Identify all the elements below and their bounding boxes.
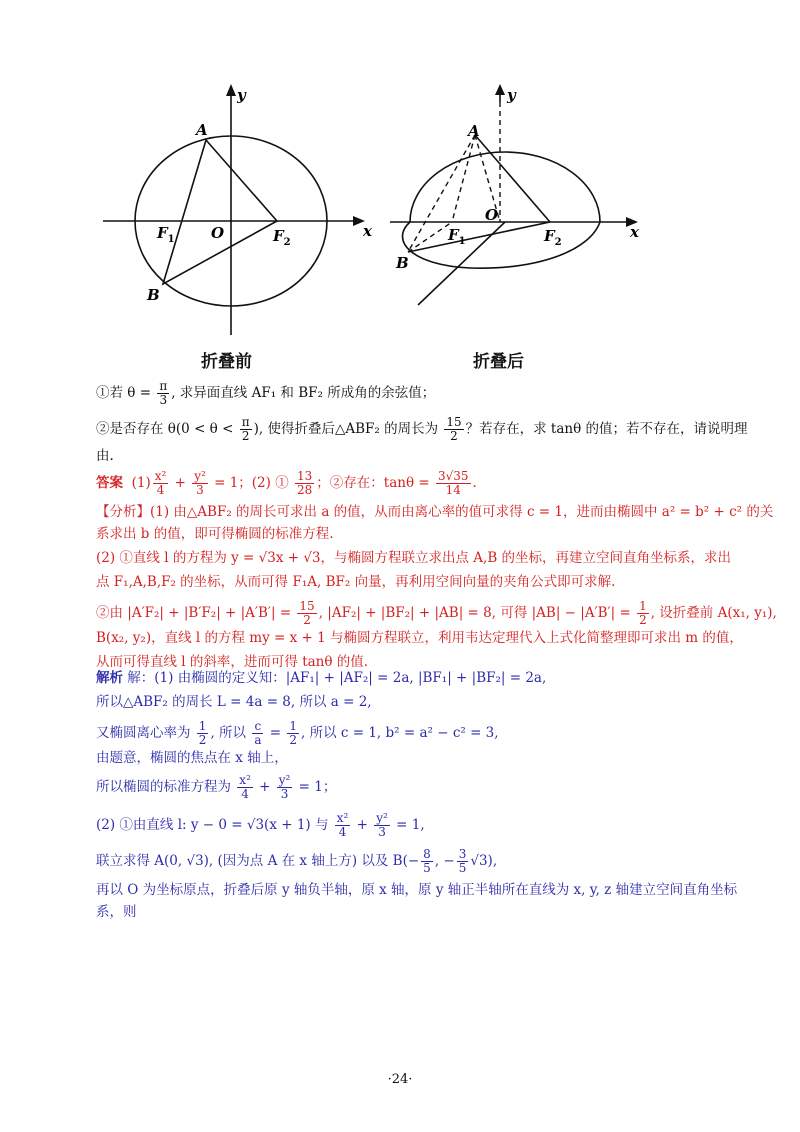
upper-half-ellipse — [410, 152, 600, 222]
y-axis-arrow — [226, 84, 236, 96]
analysis-line-7: 从而可得直线 l 的斜率，进而可得 tanθ 的值. — [96, 654, 369, 670]
question-1: ①若 θ = $\frac{\pi}{3}$ , 求异面直线 AF₁ 和 BF₂ 所成角的余弦值； — [96, 379, 436, 407]
label-y: y — [507, 86, 516, 104]
label-x: x — [363, 222, 372, 240]
question-2: ②是否存在 θ(0 < θ < $\frac{\pi}{2}$ ), 使得折叠后△ABF₂ 的周长为 $\frac{15}{2}$ ？若存在，求 tanθ 的值；若不存在，请说明理 — [96, 415, 748, 443]
label-b: B — [147, 286, 160, 304]
solution-line-1: 解析 解：(1) 由椭圆的定义知：|AF₁| + |AF₂| = 2a, |BF₁| + |BF₂| = 2a, — [96, 670, 547, 686]
analysis-line-3: (2) ①直线 l 的方程为 y = √3x + √3，与椭圆方程联立求出点 A,B 的坐标，再建立空间直角坐标系，求出 — [96, 550, 732, 566]
solution-line-5: 所以椭圆的标准方程为 $\frac{\text{x²}}{4}$ + $\frac{\text{y²}}{3}$ = 1； — [96, 773, 337, 801]
label-o: O — [211, 224, 225, 242]
analysis-line-5: ②由 |A′F₂| + |B′F₂| + |A′B′| = $\frac{15}{2}$ , |AF₂| + |BF₂| + |AB| = 8, 可得 |AB| − |A′B′| = $\frac{1}{2}$ , 设折叠前 A(x₁, y₁), — [96, 599, 777, 627]
caption-after-fold: 折叠后 — [473, 352, 524, 372]
answer-line: 答案 (1) $\frac{\text{x²}}{4}$ + $\frac{\text{y²}}{3}$ = 1；(2) ① $\frac{13}{28}$ ；②存在：tanθ = $\frac{3√35}{14}$ . — [96, 469, 477, 497]
figure-before-fold — [95, 80, 385, 340]
label-x: x — [630, 223, 639, 241]
label-f2: $F_2$ — [544, 227, 562, 248]
triangle-abf2 — [163, 140, 277, 284]
analysis-line-2: 系求出 b 的值，即可得椭圆的标准方程. — [96, 526, 334, 542]
solution-line-6: (2) ①由直线 l: y − 0 = √3(x + 1) 与 $\frac{\text{x²}}{4}$ + $\frac{\text{y²}}{3}$ = 1, — [96, 811, 425, 839]
analysis-line-4: 点 F₁,A,B,F₂ 的坐标，从而可得 F₁A, BF₂ 向量，再利用空间向量的夹角公式即可求解. — [96, 574, 616, 590]
question-2-cont: 由. — [96, 448, 114, 464]
y-axis-arrow — [495, 84, 505, 95]
edge-a-f1 — [452, 135, 475, 222]
label-f1: $F_1$ — [448, 226, 466, 247]
solution-line-3: 又椭圆离心率为 $\frac{1}{2}$ , 所以 $\frac{c}{a}$ = $\frac{1}{2}$ , 所以 c = 1, b² = a² − c² = 3, — [96, 719, 499, 747]
page-number: ·24· — [387, 1072, 413, 1087]
label-a: A — [468, 122, 480, 140]
solution-line-7: 联立求得 A(0, √3), (因为点 A 在 x 轴上方) 以及 B(− $\frac{8}{5}$ , − $\frac{3}{5}$ √3), — [96, 847, 498, 875]
label-a: A — [196, 121, 208, 139]
label-y: y — [237, 86, 246, 104]
folded-lower-half — [403, 222, 601, 268]
analysis-line-1: 【分析】(1) 由△ABF₂ 的周长可求出 a 的值，从而由离心率的值可求得 c = 1，进而由椭圆中 a² = b² + c² 的关 — [96, 504, 774, 520]
label-o: O — [485, 206, 499, 224]
solution-line-9: 系，则 — [96, 904, 137, 920]
analysis-line-6: B(x₂, y₂)，直线 l 的方程 my = x + 1 与椭圆方程联立，利用韦达定理代入上式化简整理即可求出 m 的值， — [96, 630, 743, 646]
label-f1: $F_1$ — [157, 224, 175, 245]
caption-before-fold: 折叠前 — [201, 352, 252, 372]
label-f2: $F_2$ — [273, 227, 291, 248]
label-b: B — [396, 254, 409, 272]
solution-line-8: 再以 O 为坐标原点，折叠后原 y 轴负半轴，原 x 轴，原 y 轴正半轴所在直线为 x, y, z 轴建立空间直角坐标 — [96, 882, 738, 898]
figure-after-fold — [390, 80, 660, 320]
solution-line-2: 所以△ABF₂ 的周长 L = 4a = 8, 所以 a = 2, — [96, 694, 372, 710]
solution-line-4: 由题意，椭圆的焦点在 x 轴上， — [96, 750, 288, 766]
